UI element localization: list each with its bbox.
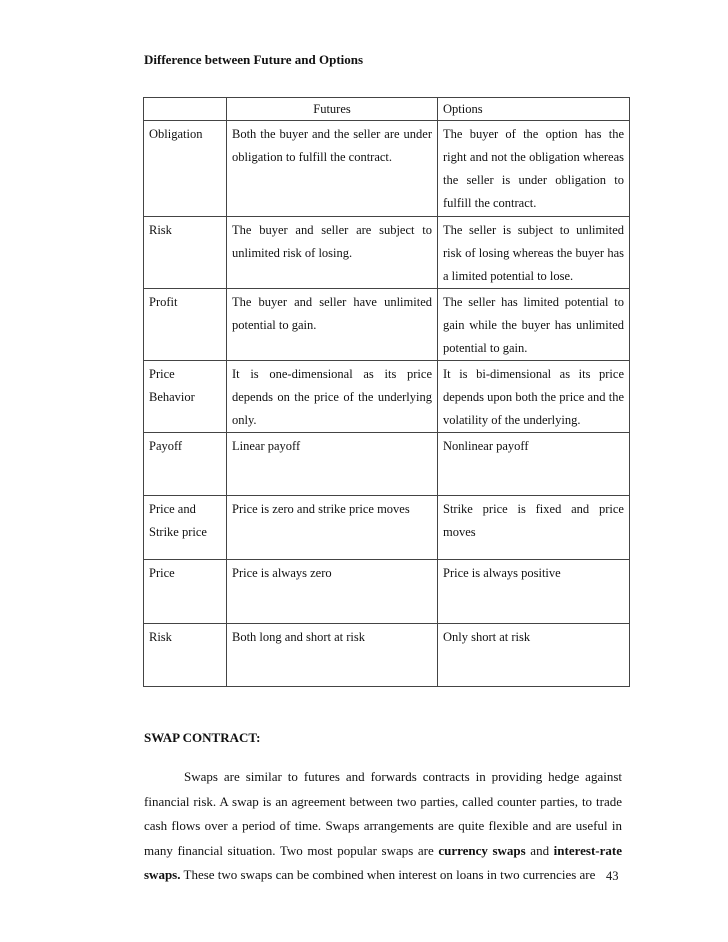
futures-cell: Price is always zero — [227, 560, 438, 624]
row-label: Risk — [144, 217, 227, 289]
options-cell: Strike price is fixed and price moves — [438, 496, 630, 560]
row-label: Price and Strike price — [144, 496, 227, 560]
table-row — [144, 433, 630, 496]
table-row — [144, 496, 630, 560]
row-label: Obligation — [144, 121, 227, 217]
table-row — [144, 289, 630, 361]
options-cell: Nonlinear payoff — [438, 433, 630, 496]
futures-cell: It is one-dimensional as its price depends on the price of the underlying only. — [227, 361, 438, 433]
swap-text-1: Swaps are similar to futures and forwards contracts in providing hedge against financial risk. A swap is an agreement between two parties, called counter parties, to trade cash flows over a period of time. Swaps arrangements are quite flexible and are useful in many financial situation. Two most popular swaps are — [144, 769, 622, 858]
table-row — [144, 361, 630, 433]
row-label: Profit — [144, 289, 227, 361]
header-cell-options: Options — [438, 98, 630, 121]
futures-cell: The buyer and seller have unlimited potential to gain. — [227, 289, 438, 361]
options-cell: It is bi-dimensional as its price depends upon both the price and the volatility of the underlying. — [438, 361, 630, 433]
row-label: Price Behavior — [144, 361, 227, 433]
row-label: Risk — [144, 624, 227, 687]
table-header-row — [144, 98, 630, 121]
row-label: Payoff — [144, 433, 227, 496]
options-cell: Only short at risk — [438, 624, 630, 687]
swap-text-2: and — [525, 842, 554, 858]
swap-section-title: SWAP CONTRACT: — [144, 730, 261, 745]
page-number: 43 — [606, 869, 619, 883]
swap-bold-currency: currency swaps — [438, 842, 526, 858]
row-label: Price — [144, 560, 227, 624]
header-cell-empty — [144, 98, 227, 121]
options-cell: The buyer of the option has the right and not the obligation whereas the seller is under obligation to fulfill the contract. — [438, 121, 630, 217]
table-row — [144, 624, 630, 687]
futures-cell: The buyer and seller are subject to unlimited risk of losing. — [227, 217, 438, 289]
comparison-table — [143, 97, 630, 687]
swap-bold-interest: interest-rate swaps. — [144, 842, 622, 882]
table-row — [144, 217, 630, 289]
table-row — [144, 560, 630, 624]
options-cell: The seller has limited potential to gain while the buyer has unlimited potential to gain. — [438, 289, 630, 361]
futures-cell: Linear payoff — [227, 433, 438, 496]
options-cell: Price is always positive — [438, 560, 630, 624]
table-row — [144, 121, 630, 217]
page-heading: Difference between Future and Options — [144, 52, 364, 67]
options-cell: The seller is subject to unlimited risk of losing whereas the buyer has a limited potential to lose. — [438, 217, 630, 289]
futures-cell: Both long and short at risk — [227, 624, 438, 687]
futures-cell: Both the buyer and the seller are under obligation to fulfill the contract. — [227, 121, 438, 217]
futures-cell: Price is zero and strike price moves — [227, 496, 438, 560]
header-cell-futures: Futures — [227, 98, 438, 121]
swap-paragraph — [144, 765, 622, 888]
swap-text-3: These two swaps can be combined when interest on loans in two currencies are — [180, 867, 596, 882]
